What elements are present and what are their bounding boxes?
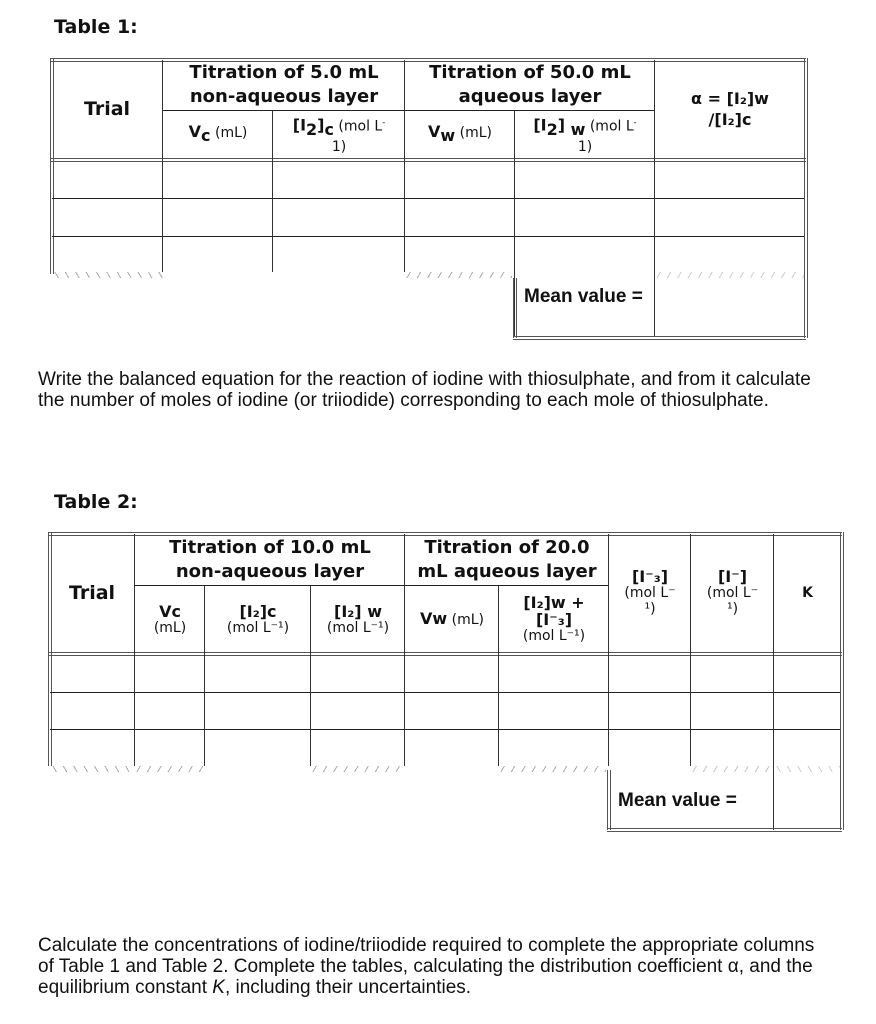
table1-cell-i2c-1[interactable] (273, 160, 404, 198)
table2-cell-sum-1[interactable] (499, 654, 608, 692)
table2-cell-vc-3[interactable] (135, 730, 204, 766)
table2-cell-k-2[interactable] (774, 693, 840, 729)
table2-torn-edge (690, 766, 774, 772)
i2w-symbol: [I (533, 115, 547, 135)
vw-unit: (mL) (447, 612, 484, 628)
table1-header-alpha (656, 60, 804, 158)
table1-mean-right-border (804, 272, 808, 338)
i3-unit: (mol L⁻ (624, 585, 676, 601)
table2-header-nonaqueous: Titration of 10.0 mL non-aqueous layer (169, 536, 371, 582)
table1-header-aqueous: Titration of 50.0 mL aqueous layer (429, 62, 631, 107)
table2-cell-i2w-2[interactable] (311, 693, 404, 729)
i2c-unit: (mol L (333, 118, 383, 135)
table1-cell-i2c-3[interactable] (273, 237, 404, 273)
table1-header-i2w (516, 112, 654, 158)
table2-mean-value-cell[interactable] (775, 770, 840, 828)
table1-cell-trial-1[interactable] (52, 160, 162, 198)
vc-unit: (mL) (210, 125, 248, 142)
i2c-bracket: ] (317, 115, 325, 135)
table2-mean-bottom-border (607, 828, 842, 832)
i2c-unit-end: 1) (331, 138, 347, 155)
i2c-subscript: 2 (306, 119, 318, 139)
i2w-symbol: [I₂] w (334, 601, 382, 621)
i2c-symbol: [I (292, 115, 307, 135)
table2-cell-trial-2[interactable] (50, 693, 134, 729)
i3-symbol: [I⁻₃] (631, 567, 669, 586)
table1-mean-value-cell[interactable] (656, 276, 804, 336)
table1-cell-i2w-1[interactable] (515, 160, 654, 198)
table2-header-k: K (802, 585, 813, 601)
table2-header-vc (136, 587, 204, 652)
table2-header-iminus (692, 534, 773, 652)
table1-title: Table 1: (54, 16, 138, 38)
table2-header-i2w-plus-i3 (500, 587, 608, 652)
table2-cell-vc-1[interactable] (135, 654, 204, 692)
i3-unit-end: ¹) (644, 601, 656, 617)
table2-torn-edge (498, 766, 606, 772)
vw-symbol: Vw (420, 609, 448, 628)
table1-cell-vw-1[interactable] (405, 160, 514, 198)
table2-cell-trial-1[interactable] (50, 654, 134, 692)
table2-cell-i2c-3[interactable] (205, 730, 310, 766)
i2w-subscript: 2 (546, 119, 558, 139)
table2-torn-edge (310, 766, 406, 772)
table2-cell-k-3[interactable] (774, 730, 840, 766)
table2-header-i2c (206, 587, 310, 652)
alpha-formula-line1: α = [I₂]w (691, 89, 769, 108)
table2-cell-iminus-1[interactable] (691, 654, 773, 692)
table1-cell-vc-3[interactable] (163, 237, 272, 273)
vw-subscript: w (440, 125, 456, 145)
table1-header-vw (406, 112, 514, 158)
instruction2-text: Calculate the concentrations of iodine/triiodide required to complete the appropriate columns of Table 1 and Table 2. Complete the tables, calculating the distribution coefficient α, and the equilibrium constant (38, 935, 815, 998)
table1-header-trial: Trial (83, 98, 131, 120)
table2-cell-vc-2[interactable] (135, 693, 204, 729)
table1-group-divider (162, 110, 654, 111)
table2-cell-sum-3[interactable] (499, 730, 608, 766)
table2-header-trial: Trial (68, 582, 116, 604)
vw-symbol: V (428, 122, 441, 142)
table2-cell-i2w-3[interactable] (311, 730, 404, 766)
table2-header-vw (406, 587, 498, 652)
table2-cell-vw-2[interactable] (405, 693, 498, 729)
table1-header-vc (164, 112, 272, 158)
iminus-unit: (mol L⁻ (706, 585, 759, 601)
vw-unit: (mL) (455, 125, 492, 142)
table1-cell-vw-3[interactable] (405, 237, 514, 273)
instruction-calculate-concentrations (38, 935, 828, 998)
table2-title: Table 2: (54, 491, 138, 513)
table2-header-i2w (312, 587, 404, 652)
table2-cell-sum-2[interactable] (499, 693, 608, 729)
i2c-phase: c (324, 119, 334, 139)
table1-mean-left-border (513, 278, 517, 338)
table2-group-divider (134, 585, 608, 586)
vc-symbol: V (188, 122, 202, 142)
sum-unit: (mol L⁻¹) (522, 628, 586, 644)
table1-header-i2c (274, 112, 404, 158)
table1-cell-vc-2[interactable] (163, 199, 272, 236)
table2-mean-label: Mean value = (618, 790, 737, 811)
table2-mean-left-border (607, 770, 611, 830)
instruction-balanced-equation: Write the balanced equation for the reaction of iodine with thiosulphate, and from it calculate the number of moles of iodine (or triiodide) corresponding to each mole of thiosulphate. (38, 369, 811, 411)
sum-line1: [I₂]w + (523, 593, 585, 612)
iminus-symbol: [I⁻] (717, 567, 748, 586)
instruction2-k-symbol: K (212, 977, 225, 998)
table1-cell-trial-3[interactable] (52, 237, 162, 273)
table2-header-aqueous: Titration of 20.0 mL aqueous layer (417, 536, 597, 582)
table1-cell-vc-1[interactable] (163, 160, 272, 198)
table2-torn-edge (50, 766, 134, 772)
table2-cell-vw-1[interactable] (405, 654, 498, 692)
table2-cell-trial-3[interactable] (50, 730, 134, 766)
iminus-unit-end: ¹) (726, 601, 739, 617)
table1-cell-trial-2[interactable] (52, 199, 162, 236)
instruction2-text-end: , including their uncertainties. (224, 977, 472, 998)
vc-symbol: Vc (159, 601, 181, 621)
table2-cell-i2w-1[interactable] (311, 654, 404, 692)
table1-right-border (804, 58, 808, 274)
i2w-unit: (mol L (585, 118, 634, 135)
i2w-unit-sup: - (633, 117, 637, 128)
table2-cell-i3-2[interactable] (609, 693, 690, 729)
i2w-unit-end: 1) (577, 138, 593, 155)
table1-cell-i2w-2[interactable] (515, 199, 654, 236)
table1-mean-label: Mean value = (524, 286, 643, 307)
table1-cell-alpha-3[interactable] (655, 237, 804, 273)
table2-cell-i2c-1[interactable] (205, 654, 310, 692)
table2-header-i3 (610, 534, 690, 652)
table2-cell-vw-3[interactable] (405, 730, 498, 766)
table1-cell-alpha-1[interactable] (655, 160, 804, 198)
table1-cell-i2w-3[interactable] (515, 237, 654, 273)
table1-mean-bottom-border (513, 336, 806, 340)
table2-cell-i3-1[interactable] (609, 654, 690, 692)
sum-line2: [I⁻₃] (535, 610, 573, 629)
table2-cell-iminus-3[interactable] (691, 730, 773, 766)
i2w-unit: (mol L⁻¹) (326, 619, 390, 636)
alpha-formula-line2: /[I₂]c (708, 110, 752, 129)
i2c-unit: (mol L⁻¹) (226, 619, 290, 636)
table2-cell-i3-3[interactable] (609, 730, 690, 766)
table2-cell-i2c-2[interactable] (205, 693, 310, 729)
i2c-unit-sup: - (382, 117, 386, 128)
vc-subscript: c (201, 125, 211, 145)
table2-cell-k-1[interactable] (774, 654, 840, 692)
table1-cell-alpha-2[interactable] (655, 199, 804, 236)
i2w-phase: w (570, 119, 586, 139)
table1-cell-vw-2[interactable] (405, 199, 514, 236)
table2-torn-edge (134, 766, 206, 772)
i2c-symbol: [I₂]c (239, 601, 277, 621)
table1-header-nonaqueous: Titration of 5.0 mL non-aqueous layer (189, 62, 379, 107)
vc-unit: (mL) (153, 619, 187, 636)
i2w-bracket: ] (557, 115, 571, 135)
table2-right-border (840, 532, 844, 830)
table1-cell-i2c-2[interactable] (273, 199, 404, 236)
table2-cell-iminus-2[interactable] (691, 693, 773, 729)
